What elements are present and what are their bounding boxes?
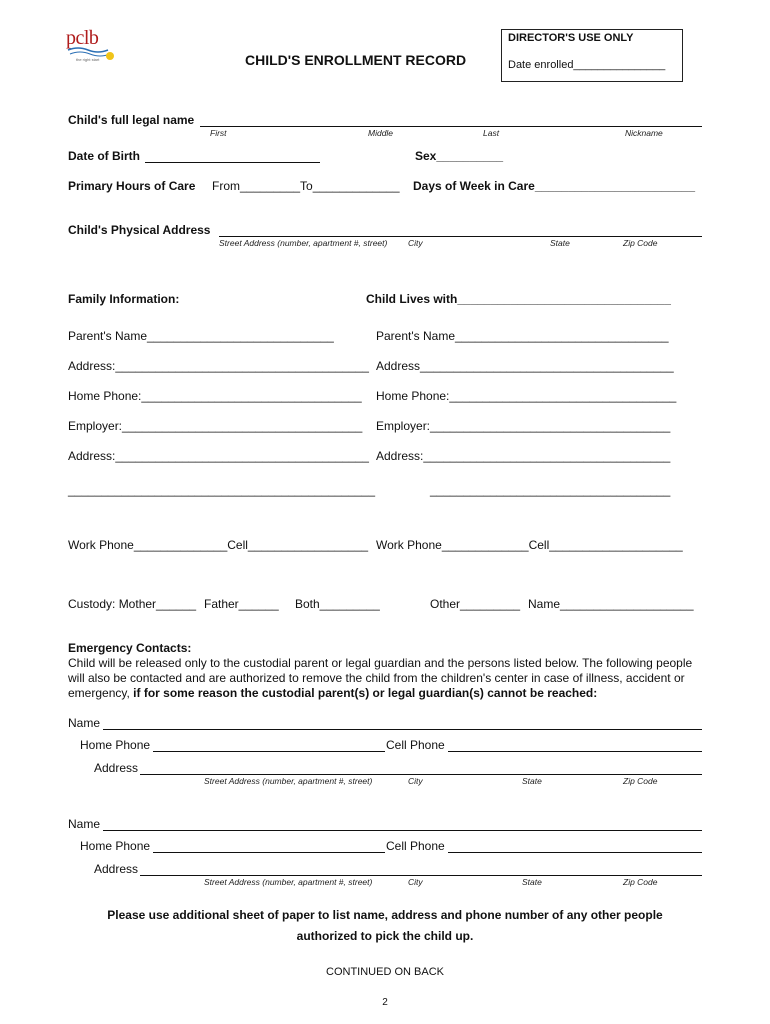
- parent1-employer-address-field[interactable]: Address:______________________________________: [68, 449, 369, 463]
- parent2-employer-address-field[interactable]: Address:_____________________________________: [376, 449, 671, 463]
- ec2-name-line[interactable]: [103, 830, 702, 831]
- directors-use-title: DIRECTOR'S USE ONLY: [508, 32, 634, 44]
- ec2-addr-city: City: [408, 877, 423, 887]
- directors-use-box: [501, 29, 683, 82]
- ec1-home-phone-line[interactable]: [153, 751, 385, 752]
- parent2-employer-field[interactable]: Employer:____________________________________: [376, 419, 671, 433]
- emergency-bold-text: if for some reason the custodial parent(s) or legal guardian(s) cannot be reached:: [133, 686, 598, 700]
- ec1-cell-phone-label: Cell Phone: [386, 738, 445, 752]
- parent1-address-line2[interactable]: ______________________________________________: [68, 483, 375, 497]
- legal-name-line[interactable]: [200, 126, 702, 127]
- parent1-employer-field[interactable]: Employer:____________________________________: [68, 419, 363, 433]
- ec2-name-label: Name: [68, 817, 101, 831]
- ec2-addr-state: State: [522, 877, 542, 887]
- physical-address-line[interactable]: [219, 236, 702, 237]
- addr-part-zip: Zip Code: [623, 238, 658, 248]
- ec1-address-line[interactable]: [140, 774, 702, 775]
- ec2-cell-phone-label: Cell Phone: [386, 839, 445, 853]
- family-info-title: Family Information:: [68, 292, 180, 306]
- ec2-home-phone-line[interactable]: [153, 852, 385, 853]
- emergency-title: Emergency Contacts:: [68, 641, 192, 655]
- ec2-addr-street: Street Address (number, apartment #, street): [204, 877, 373, 887]
- footer-note-line1: Please use additional sheet of paper to list name, address and phone number of any other people: [107, 908, 663, 922]
- parent2-work-cell-field[interactable]: Work Phone_____________Cell____________________: [376, 538, 683, 552]
- continued-on-back: CONTINUED ON BACK: [326, 966, 444, 978]
- addr-part-state: State: [550, 238, 570, 248]
- custody-mother-field[interactable]: Custody: Mother______: [68, 597, 197, 611]
- physical-address-label: Child's Physical Address: [68, 223, 211, 237]
- ec1-home-phone-label: Home Phone: [80, 738, 151, 752]
- logo-tagline: the right start: [76, 57, 100, 62]
- days-of-week-field[interactable]: Days of Week in Care________________________: [413, 179, 695, 193]
- dob-line[interactable]: [145, 162, 320, 163]
- parent2-address-line2[interactable]: ____________________________________: [430, 483, 671, 497]
- ec1-addr-state: State: [522, 776, 542, 786]
- pclb-logo: [66, 28, 118, 64]
- name-part-first: First: [210, 128, 227, 138]
- parent1-address-field[interactable]: Address:______________________________________: [68, 359, 369, 373]
- ec2-home-phone-label: Home Phone: [80, 839, 151, 853]
- custody-both-field[interactable]: Both_________: [295, 597, 380, 611]
- ec2-address-line[interactable]: [140, 875, 702, 876]
- custody-father-field[interactable]: Father______: [204, 597, 279, 611]
- ec1-addr-city: City: [408, 776, 423, 786]
- page-number: 2: [382, 997, 388, 1008]
- ec1-name-line[interactable]: [103, 729, 702, 730]
- addr-part-street: Street Address (number, apartment #, street): [219, 238, 388, 248]
- emergency-paragraph: [68, 656, 708, 701]
- parent2-home-phone-field[interactable]: Home Phone:__________________________________: [376, 389, 677, 403]
- dob-label: Date of Birth: [68, 149, 140, 163]
- parent1-home-phone-field[interactable]: Home Phone:_________________________________: [68, 389, 362, 403]
- ec1-name-label: Name: [68, 716, 101, 730]
- ec1-cell-phone-line[interactable]: [448, 751, 702, 752]
- addr-part-city: City: [408, 238, 423, 248]
- hours-from-to-field[interactable]: From_________To_____________: [212, 179, 400, 193]
- ec1-addr-street: Street Address (number, apartment #, street): [204, 776, 373, 786]
- parent2-address-field[interactable]: Address______________________________________: [376, 359, 674, 373]
- child-lives-with-field[interactable]: Child Lives with________________________________: [366, 292, 671, 306]
- name-part-nickname: Nickname: [625, 128, 663, 138]
- page-title: CHILD'S ENROLLMENT RECORD: [245, 52, 467, 68]
- ec2-address-label: Address: [94, 862, 139, 876]
- ec1-addr-zip: Zip Code: [623, 776, 658, 786]
- name-part-middle: Middle: [368, 128, 394, 138]
- date-enrolled-field[interactable]: Date enrolled_______________: [508, 59, 666, 71]
- ec2-cell-phone-line[interactable]: [448, 852, 702, 853]
- legal-name-label: Child's full legal name: [68, 113, 195, 127]
- custody-name-field[interactable]: Name____________________: [528, 597, 694, 611]
- custody-other-field[interactable]: Other_________: [430, 597, 521, 611]
- ec1-address-label: Address: [94, 761, 139, 775]
- logo-text: pclb: [66, 27, 99, 49]
- parent1-work-cell-field[interactable]: Work Phone______________Cell__________________: [68, 538, 369, 552]
- parent1-name-field[interactable]: Parent's Name____________________________: [68, 329, 334, 343]
- name-part-last: Last: [483, 128, 500, 138]
- footer-note-line2: authorized to pick the child up.: [296, 929, 474, 943]
- ec2-addr-zip: Zip Code: [623, 877, 658, 887]
- emergency-text: Child will be released only to the custodial parent or legal guardian and the persons listed below. The following people will also be contacted and are authorized to remove the child from the children's center in case of illness, accident or emergency,: [68, 656, 693, 700]
- sex-field[interactable]: Sex__________: [415, 149, 504, 163]
- hours-label: Primary Hours of Care: [68, 179, 196, 193]
- parent2-name-field[interactable]: Parent's Name________________________________: [376, 329, 669, 343]
